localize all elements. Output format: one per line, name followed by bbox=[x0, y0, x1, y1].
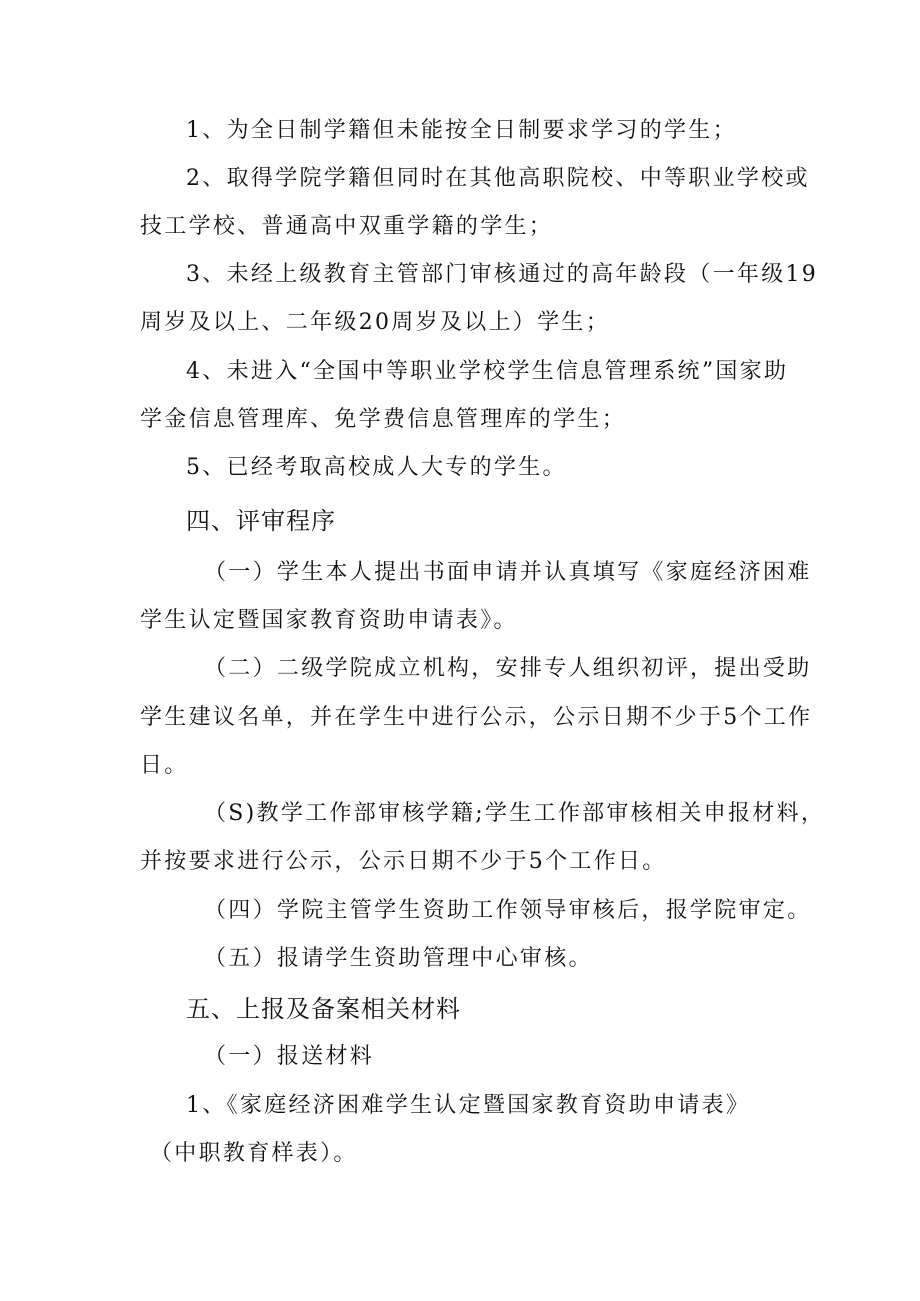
step-5: （五）报请学生资助管理中心审核。 bbox=[204, 946, 593, 971]
subsection-submit-materials: （一）报送材料 bbox=[204, 1044, 375, 1069]
item-2-line-1: 2、取得学院学籍但同时在其他高职院校、中等职业学校或 bbox=[186, 166, 810, 191]
item-5: 5、已经考取高校成人大专的学生。 bbox=[186, 455, 567, 480]
material-1-line-1: 1、《家庭经济困难学生认定暨国家教育资助申请表》 bbox=[186, 1093, 751, 1118]
section-heading-report-materials: 五、上报及备案相关材料 bbox=[186, 995, 461, 1023]
item-2-line-2: 技工学校、普通高中双重学籍的学生； bbox=[140, 214, 554, 239]
step-2-line-1: （二）二级学院成立机构，安排专人组织初评，提出受助 bbox=[204, 656, 812, 681]
material-1-line-2: （中职教育样表）。 bbox=[150, 1141, 358, 1166]
step-1-line-1: （一）学生本人提出书面申请并认真填写《家庭经济困难 bbox=[204, 560, 812, 585]
item-3-line-2: 周岁及以上、二年级20周岁及以上）学生； bbox=[140, 310, 610, 335]
step-4: （四）学院主管学生资助工作领导审核后，报学院审定。 bbox=[204, 898, 812, 923]
step-3-line-1: （S)教学工作部审核学籍;学生工作部审核相关申报材料， bbox=[204, 801, 826, 826]
item-1: 1、为全日制学籍但未能按全日制要求学习的学生； bbox=[186, 118, 737, 143]
item-4-line-1: 4、未进入“全国中等职业学校学生信息管理系统”国家助 bbox=[186, 359, 789, 384]
section-heading-review-procedure: 四、评审程序 bbox=[186, 507, 336, 535]
step-1-line-2: 学生认定暨国家教育资助申请表》。 bbox=[140, 608, 518, 633]
item-4-line-2: 学金信息管理库、免学费信息管理库的学生； bbox=[140, 407, 627, 432]
step-3-line-2: 并按要求进行公示，公示日期不少于5个工作日。 bbox=[140, 849, 667, 874]
step-2-line-2: 学生建议名单，并在学生中进行公示，公示日期不少于5个工作 bbox=[140, 705, 813, 730]
item-3-line-1: 3、未经上级教育主管部门审核通过的高年龄段（一年级19 bbox=[186, 262, 819, 287]
step-2-line-3: 日。 bbox=[140, 753, 189, 778]
